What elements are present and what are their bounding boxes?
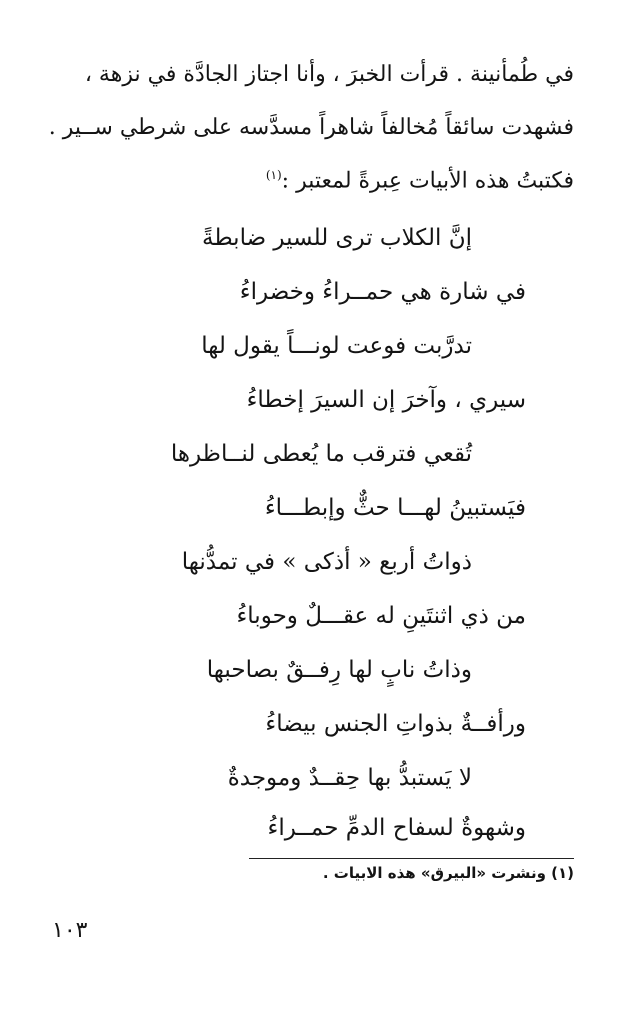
verse-line-1: إنَّ الكلاب ترى للسير ضابطةً — [201, 225, 472, 251]
verse-line-2: في شارة هي حمــراءُ وخضراءُ — [239, 279, 526, 305]
prose-line-2: فشهدت سائقاً مُخالفاً شاهراً مسدَّسه على شرطي ســير . — [48, 115, 574, 140]
verse-line-9: وذاتُ نابٍ لها رِفــقٌ بصاحبها — [206, 657, 472, 683]
prose-line-3-text: فكتبتُ هذه الأبيات عِبرةً لمعتبر : — [281, 168, 574, 194]
prose-line-1: في طُمأنينة . قرأت الخبرَ ، وأنا اجتاز الجادَّة في نزهة ، — [84, 62, 574, 87]
verse-line-5: تُقعي فترقب ما يُعطى لنــاظرها — [170, 441, 472, 467]
verse-line-12: وشهوةٌ لسفاح الدمِّ حمــراءُ — [267, 815, 526, 841]
verse-line-7: ذواتُ أربع « أذكى » في تمدُّنها — [181, 549, 472, 575]
footnote-text: (١) ونشرت «البيرق» هذه الابيات . — [322, 864, 574, 882]
verse-line-11: لا يَستبدُّ بها حِقــدٌ وموجدةٌ — [227, 765, 472, 791]
verse-line-4: سيري ، وآخرَ إن السيرَ إخطاءُ — [246, 387, 526, 413]
verse-line-6: فيَستبينُ لهـــا حثٌّ وإبطـــاءُ — [264, 495, 526, 521]
verse-line-10: ورأفــةٌ بذواتِ الجنس بيضاءُ — [265, 711, 526, 737]
page-number: ١٠٣ — [52, 918, 88, 943]
footnote-reference: (١) — [265, 168, 282, 182]
verse-line-8: من ذي اثنتَينِ له عقـــلٌ وحوباءُ — [236, 603, 526, 629]
verse-line-3: تدرَّبت فوعت لونـــاً يقول لها — [201, 333, 472, 359]
footnote-divider — [249, 858, 574, 859]
prose-line-3 — [54, 168, 574, 195]
